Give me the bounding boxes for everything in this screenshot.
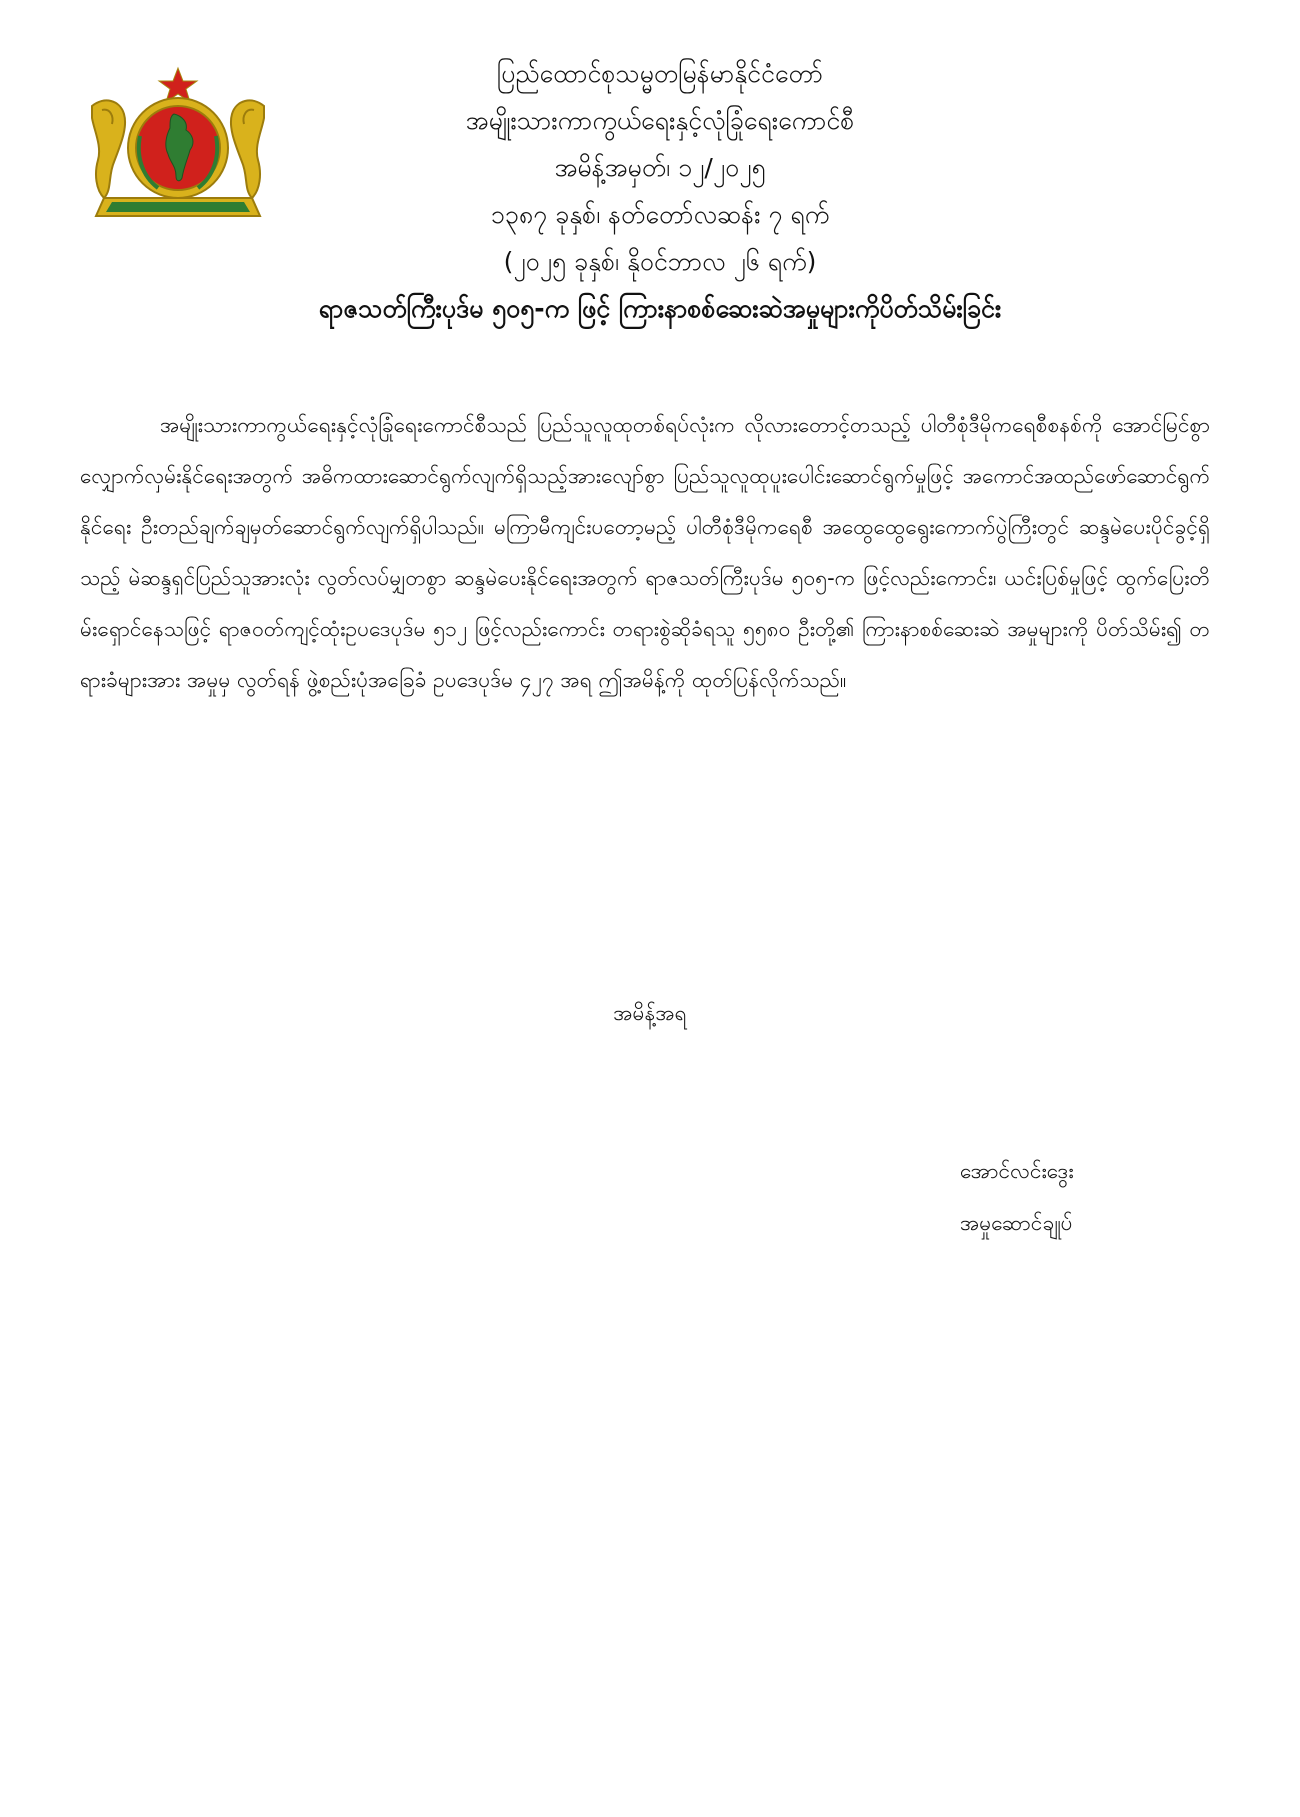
document-header — [160, 50, 1160, 332]
signatory-title: အမှုဆောင်ချုပ် — [960, 1211, 1073, 1235]
order-body-paragraph: အမျိုးသားကာကွယ်ရေးနှင့်လုံခြုံရေးကောင်စီသည် ပြည်သူလူထုတစ်ရပ်လုံးက လိုလားတောင့်တသည့် ပါတီစုံဒီမိုကရေစီစနစ်ကို အောင်မြင်စွာ လျှောက်လှမ်းနိုင်ရေးအတွက် အဓိကထားဆောင်ရွက်လျက်ရှိသည့်အားလျော်စွာ ပြည်သူလူထုပူးပေါင်းဆောင်ရွက်မှုဖြင့် အကောင်အထည်ဖော်ဆောင်ရွက်နိုင်ရေး ဦးတည်ချက်ချမှတ်ဆောင်ရွက်လျက်ရှိပါသည်။ မကြာမီကျင်းပတော့မည့် ပါတီစုံဒီမိုကရေစီ အထွေထွေရွေးကောက်ပွဲကြီးတွင် ဆန္ဒမဲပေးပိုင်ခွင့်ရှိသည့် မဲဆန္ဒရှင်ပြည်သူအားလုံး လွတ်လပ်မျှတစွာ ဆန္ဒမဲပေးနိုင်ရေးအတွက် ရာဇသတ်ကြီးပုဒ်မ ၅၀၅-က ဖြင့်လည်းကောင်း၊ ယင်းပြစ်မှုဖြင့် ထွက်ပြေးတိမ်းရှောင်နေသဖြင့် ရာဇဝတ်ကျင့်ထုံးဥပဒေပုဒ်မ ၅၁၂ ဖြင့်လည်းကောင်း တရားစွဲဆိုခံရသူ ၅၅၈၀ ဦးတို့၏ ကြားနာစစ်ဆေးဆဲ အမှုများကို ပိတ်သိမ်း၍ တရားခံများအား အမှုမှ လွတ်ရန် ဖွဲ့စည်းပုံအခြေခံ ဥပဒေပုဒ်မ ၄၂၇ အရ ဤအမိန့်ကို ထုတ်ပြန်လိုက်သည်။ — [80, 413, 1210, 692]
country-name: ပြည်ထောင်စုသမ္မတမြန်မာနိုင်ငံတော် — [496, 59, 824, 88]
myanmar-date: ၁၃၈၇ ခုနှစ်၊ နတ်တော်လဆန်း ၇ ရက် — [490, 200, 830, 229]
by-order-closing: အမိန့်အရ — [613, 1001, 687, 1025]
order-subject: ရာဇသတ်ကြီးပုဒ်မ ၅၀၅-က ဖြင့် ကြားနာစစ်ဆေးဆဲအမှုများကိုပိတ်သိမ်းခြင်း — [318, 294, 1002, 323]
gregorian-date: (၂၀၂၅ ခုနှစ်၊ နိုဝင်ဘာလ ၂၆ ရက်) — [503, 247, 817, 276]
signatory-name: အောင်လင်းဒွေး — [960, 1159, 1074, 1183]
order-number: အမိန့်အမှတ်၊ ၁၂/၂၀၂၅ — [554, 153, 766, 182]
signature-block — [960, 1145, 1220, 1249]
council-name: အမျိုးသားကာကွယ်ရေးနှင့်လုံခြုံရေးကောင်စီ — [465, 106, 855, 135]
